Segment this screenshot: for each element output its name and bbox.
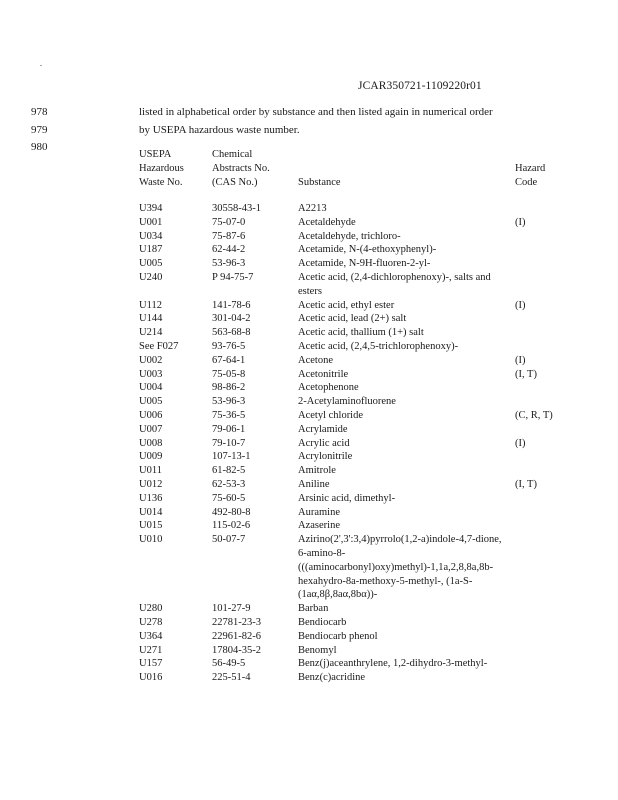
waste-number: U015: [139, 520, 163, 532]
hazard-code: (I): [515, 354, 526, 366]
substance-name: A2213: [298, 203, 327, 214]
cas-number: 22781-23-3: [212, 616, 261, 628]
waste-number: U278: [139, 616, 163, 628]
document-id: JCAR350721-1109220r01: [358, 80, 482, 92]
header-line: Hazard: [515, 163, 546, 174]
substance-name: Acrylic acid: [298, 437, 350, 449]
header-line: Code: [515, 176, 538, 188]
cas-number: 62-53-3: [212, 478, 246, 490]
cas-number: 61-82-5: [212, 465, 246, 477]
table-row: [0, 533, 618, 602]
cas-number: 56-49-5: [212, 658, 246, 670]
cas-number: 75-07-0: [212, 216, 246, 228]
cas-number: 115-02-6: [212, 520, 251, 532]
substance-name: Bendiocarb phenol: [298, 630, 378, 642]
substance-name: Benz(j)aceanthrylene, 1,2-dihydro-3-methyl-: [298, 658, 488, 670]
table-row: [0, 602, 618, 616]
waste-number: U136: [139, 492, 163, 504]
header-line: Hazardous: [139, 162, 184, 174]
waste-number: U112: [139, 299, 162, 311]
waste-number: U002: [139, 354, 163, 366]
cas-number: 62-44-2: [212, 244, 246, 256]
cas-number: 492-80-8: [212, 506, 251, 518]
cas-number: 225-51-4: [212, 672, 251, 684]
cas-number: 22961-82-6: [212, 630, 261, 642]
hazardous-waste-table: [0, 202, 618, 685]
table-row: [0, 326, 618, 340]
substance-name: Benomyl: [298, 644, 337, 656]
cas-number: 17804-35-2: [212, 644, 261, 656]
waste-number: U004: [139, 382, 163, 394]
cas-number: 98-86-2: [212, 382, 246, 394]
table-row: [0, 492, 618, 506]
line-number: 980: [31, 141, 48, 153]
waste-number: U006: [139, 409, 163, 421]
waste-number: U394: [139, 203, 163, 214]
substance-name: Acetic acid, thallium (1+) salt: [298, 327, 424, 339]
table-row: [0, 630, 618, 644]
table-row: [0, 478, 618, 492]
waste-number: U008: [139, 437, 163, 449]
table-row: [0, 506, 618, 520]
header-line: USEPA: [139, 149, 172, 160]
waste-number: U005: [139, 396, 163, 408]
waste-number: U280: [139, 603, 163, 615]
header-substance: [298, 176, 341, 190]
substance-name: Acetic acid, lead (2+) salt: [298, 313, 407, 325]
header-line: Waste No.: [139, 176, 183, 188]
waste-number: U003: [139, 368, 163, 380]
table-row: [0, 202, 618, 216]
table-row: [0, 381, 618, 395]
table-row: [0, 671, 618, 685]
substance-name: Acetyl chloride: [298, 409, 364, 421]
table-row: [0, 464, 618, 478]
hazard-code: (I, T): [515, 478, 537, 490]
waste-number: U014: [139, 506, 163, 518]
header-cas-no: [212, 148, 270, 189]
intro-paragraph: [139, 104, 559, 139]
substance-name: Acetophenone: [298, 382, 359, 394]
hazard-code: (I): [515, 216, 526, 228]
scan-mark: .: [40, 59, 42, 68]
table-row: [0, 395, 618, 409]
table-row: [0, 257, 618, 271]
cas-number: 50-07-7: [212, 534, 246, 546]
cas-number: 141-78-6: [212, 299, 251, 311]
substance-name: Aniline: [298, 478, 330, 490]
header-usepa-waste-no: [139, 148, 184, 189]
waste-number: U012: [139, 478, 163, 490]
table-row: [0, 437, 618, 451]
table-row: [0, 340, 618, 354]
table-row: [0, 312, 618, 326]
cas-number: 67-64-1: [212, 354, 246, 366]
waste-number: U364: [139, 630, 163, 642]
substance-name: Benz(c)acridine: [298, 672, 366, 684]
substance-name: Acetaldehyde: [298, 216, 356, 228]
substance-name: Acetic acid, (2,4-dichlorophenoxy)-, salts and esters: [298, 271, 491, 297]
header-hazard-code: [515, 162, 545, 190]
cas-number: 79-06-1: [212, 423, 246, 435]
substance-name: Arsinic acid, dimethyl-: [298, 492, 396, 504]
substance-name: Acrylamide: [298, 423, 348, 435]
intro-line: listed in alphabetical order by substance and then listed again in numerical order: [139, 106, 493, 118]
waste-number: U271: [139, 644, 163, 656]
hazard-code: (I): [515, 437, 526, 449]
substance-name: Acrylonitrile: [298, 451, 353, 463]
waste-number: U157: [139, 658, 163, 670]
table-row: [0, 354, 618, 368]
substance-name: Acetamide, N-(4-ethoxyphenyl)-: [298, 244, 437, 256]
substance-name: Azirino(2',3':3,4)pyrrolo(1,2-a)indole-4,7-dione, 6-amino-8-(((aminocarbonyl)oxy)methyl)-1,1a,2,8,8a,8b-hexahydro-8a-methoxy-5-methyl-, (1a-S-(1aα,8β,8aα,8bα))-: [298, 534, 502, 601]
cas-number: 301-04-2: [212, 313, 251, 325]
waste-number: U001: [139, 216, 163, 228]
substance-name: Amitrole: [298, 465, 336, 477]
substance-name: 2-Acetylaminofluorene: [298, 396, 396, 408]
waste-number: U034: [139, 230, 163, 242]
table-row: [0, 230, 618, 244]
substance-name: Acetamide, N-9H-fluoren-2-yl-: [298, 258, 431, 270]
waste-number: See F027: [139, 340, 179, 352]
cas-number: P 94-75-7: [212, 271, 254, 283]
waste-number: U009: [139, 451, 163, 463]
table-row: [0, 216, 618, 230]
intro-line: by USEPA hazardous waste number.: [139, 123, 300, 136]
table-row: [0, 616, 618, 630]
table-row: [0, 409, 618, 423]
substance-name: Acetic acid, ethyl ester: [298, 299, 395, 311]
header-line: (CAS No.): [212, 176, 258, 188]
header-line: Chemical: [212, 149, 253, 160]
substance-name: Auramine: [298, 506, 340, 518]
cas-number: 53-96-3: [212, 396, 246, 408]
cas-number: 101-27-9: [212, 603, 251, 615]
table-row: [0, 368, 618, 382]
table-row: [0, 243, 618, 257]
waste-number: U016: [139, 672, 163, 684]
waste-number: U187: [139, 244, 163, 256]
cas-number: 107-13-1: [212, 451, 251, 463]
waste-number: U005: [139, 258, 163, 270]
cas-number: 563-68-8: [212, 327, 251, 339]
cas-number: 53-96-3: [212, 258, 246, 270]
substance-name: Bendiocarb: [298, 616, 347, 628]
cas-number: 75-05-8: [212, 368, 246, 380]
waste-number: U007: [139, 423, 163, 435]
hazard-code: (I, T): [515, 368, 537, 380]
table-row: [0, 657, 618, 671]
waste-number: U011: [139, 465, 162, 477]
table-row: [0, 271, 618, 299]
cas-number: 75-36-5: [212, 409, 246, 421]
hazard-code: (C, R, T): [515, 409, 553, 421]
cas-number: 79-10-7: [212, 437, 246, 449]
table-row: [0, 299, 618, 313]
waste-number: U010: [139, 534, 163, 546]
substance-name: Acetone: [298, 354, 333, 366]
substance-name: Acetaldehyde, trichloro-: [298, 230, 401, 242]
table-row: [0, 644, 618, 658]
cas-number: 75-87-6: [212, 230, 246, 242]
cas-number: 93-76-5: [212, 340, 246, 352]
substance-name: Acetic acid, (2,4,5-trichlorophenoxy)-: [298, 340, 459, 352]
line-numbers: [31, 104, 71, 157]
hazard-code: (I): [515, 299, 526, 311]
substance-name: Barban: [298, 603, 329, 615]
table-row: [0, 450, 618, 464]
header-line: Abstracts No.: [212, 162, 270, 174]
cas-number: 75-60-5: [212, 492, 246, 504]
waste-number: U240: [139, 271, 163, 283]
table-row: [0, 519, 618, 533]
substance-name: Acetonitrile: [298, 368, 349, 380]
cas-number: 30558-43-1: [212, 203, 261, 214]
line-number: 979: [31, 123, 48, 136]
line-number: 978: [31, 106, 48, 118]
table-row: [0, 423, 618, 437]
waste-number: U144: [139, 313, 163, 325]
substance-name: Azaserine: [298, 520, 340, 532]
waste-number: U214: [139, 327, 163, 339]
header-line: Substance: [298, 177, 341, 188]
